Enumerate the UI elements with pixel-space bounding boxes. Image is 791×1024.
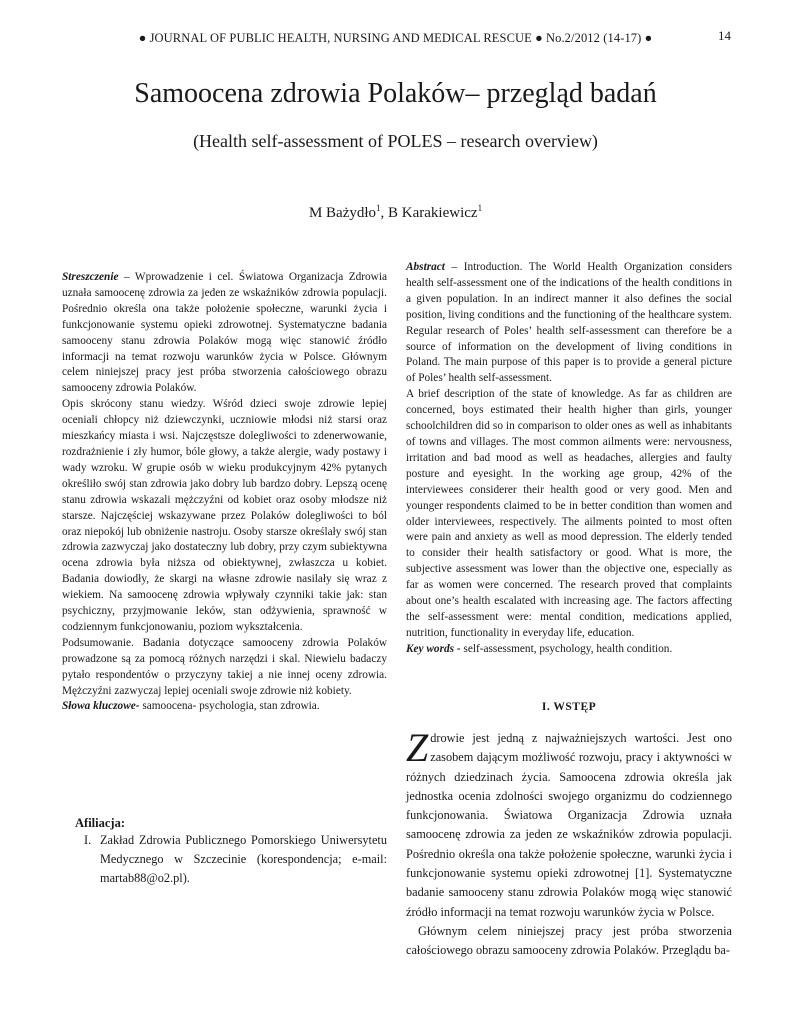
section-paragraph-2: Głównym celem niniejszej pracy jest próba stworzenia całościowego obrazu samooceny zdrowia Polaków. Przeglądu ba- bbox=[406, 923, 732, 958]
abstract-column bbox=[406, 260, 732, 658]
author-2-affiliation: 1 bbox=[477, 203, 483, 213]
drop-cap: Z bbox=[406, 725, 429, 770]
abstract-state: A brief description of the state of knowledge. As far as children are concerned, boys estimated their health higher than girls, younger schoolchildren did so in comparison to older ones as well as inhabitants of towns and villages. The most common ailments were: nervousness, irritation and bad mood as well as headaches, allergies and faulty posture and eyesight. In the working age group, 42% of the interviewees considerer their health good or very good. Men and younger respondents claimed to be in better condition than women and older interviewees, respectively. The ailments pointed to most often were pain and anxiety as well as mood depression. The elderly tended to consider their health satisfactory or good. What is more, the subjective assessment was lower than the objective one, especially as far as women were concerned. The research proved that complaints about one’s health escalated with increasing age. The factors affecting the self-assessment were: mental condition, medications applied, nutrition, functionality in everyday life, education. bbox=[406, 388, 732, 639]
abstract-text: – Introduction. The World Health Organization considers health self-assessment one of the indications of the health conditions in a given population. In an indirect manner it also defines the social position, living conditions and the functioning of the healthcare system. Regular research of Poles’ health self-assessment can therefore be a source of information on the development of living conditions in Poland. The main purpose of this paper is to provide a general picture of Poles’ health self-assessment. bbox=[406, 261, 732, 385]
streszczenie-summary: Podsumowanie. Badania dotyczące samooceny zdrowia Polaków prowadzone są za pomocą różnych narzędzi i skal. Niewielu badaczy pytało respondentów o przyczyny takiej a nie innej oceny zdrowia. Mężczyźni zazwyczaj lepiej oceniali swoje zdrowie niż kobiety. bbox=[62, 636, 387, 697]
abstract-intro bbox=[406, 260, 732, 387]
author-1: M Bażydło bbox=[308, 205, 377, 221]
affiliation-number: I. bbox=[84, 833, 92, 847]
affiliation-title: Afiliacja: bbox=[75, 816, 125, 830]
affiliation-text: Zakład Zdrowia Publicznego Pomorskiego Uniwersytetu Medycznego w Szczecinie (korespondencja; e-mail: martab88@o2.pl). bbox=[100, 833, 387, 885]
section-body bbox=[406, 725, 732, 961]
key-words bbox=[406, 642, 732, 658]
section-paragraph-1 bbox=[406, 725, 732, 922]
keywords-pl: samoocena- psychologia, stan zdrowia. bbox=[139, 700, 320, 713]
streszczenie-text: – Wprowadzenie i cel. Światowa Organizacja Zdrowia uznała samoocenę zdrowia za jeden ze wskaźników zdrowia populacji. Pośrednio określa ona także położenie społeczne, warunki życia i funkcjonowanie systemu opieki zdrowotnej. Systematyczne badania samooceny stanu zdrowia Polaków mogą więc stanowić źródło informacji na temat rozwoju warunków życia w Polsce. Głównym celem niniejszej pracy jest próba stworzenia całościowego obrazu samooceny zdrowia Polaków. bbox=[62, 271, 387, 395]
authors bbox=[0, 203, 791, 222]
streszczenie-intro bbox=[62, 270, 387, 397]
affiliation-item bbox=[84, 831, 387, 888]
streszczenie-column bbox=[62, 270, 387, 715]
page-number: 14 bbox=[718, 28, 731, 43]
journal-header: ● JOURNAL OF PUBLIC HEALTH, NURSING AND MEDICAL RESCUE ● No.2/2012 (14-17) ● bbox=[138, 31, 653, 45]
streszczenie-label: Streszczenie bbox=[62, 271, 119, 283]
abstract-label: Abstract bbox=[406, 261, 445, 273]
keywords-label-en: Key words - bbox=[406, 642, 461, 655]
section-paragraph-1-text: drowie jest jedną z najważniejszych wartości. Jest ono zasobem dającym możliwość rozwoju, pracy i aktywności w różnych dziedzinach życia. Samoocena zdrowia określa jak jednostka ocenia zdolności swojego organizmu do codziennego funkcjonowania. Światowa Organizacja Zdrowia uznała samoocenę zdrowia za jeden ze wskaźników zdrowia populacji. Pośrednio określa ona także położenie społeczne, warunki życia i funkcjonowanie systemu opieki zdrowotnej [1]. Systematyczne badanie samooceny stanu zdrowia Polaków mogą więc stanowić źródło informacji na temat rozwoju warunków życia w Polsce. bbox=[406, 731, 732, 919]
section-heading: I. WSTĘP bbox=[541, 701, 597, 713]
author-1-affiliation: 1 bbox=[376, 203, 381, 213]
author-separator: , B Karakiewicz bbox=[380, 205, 478, 221]
streszczenie-state: Opis skrócony stanu wiedzy. Wśród dzieci swoje zdrowie lepiej oceniali chłopcy niż dziewczynki, uczniowie młodsi niż starsi oraz mieszkańcy miasta i wsi. Najczęstsze dolegliwości to zdenerwowanie, rozdrażnienie i zły humor, bóle głowy, a także alergie, wady postawy i wady wzroku. W grupie osób w wieku produkcyjnym 42% pytanych określiło swój stan zdrowia jako dobry lub bardzo dobry. Lepszą ocenę stanu zdrowia wskazali mężczyźni od kobiet oraz osoby młodsze niż starsze. Najczęściej wskazywane przez Polaków dolegliwości to ból oraz niepokój lub obniżenie nastroju. Osoby starsze określały swój stan zdrowia zazwyczaj jako dostateczny lub dobry, przy czym subiektywna ocena zdrowia była niższa od obiektywnej, zwłaszcza u kobiet. Badania dowiodły, że skargi na własne zdrowie nasilały się wraz z wiekiem. Na samoocenę zdrowia wpływały czynniki takie jak: stan psychiczny, przyjmowanie leków, stan odżywienia, sprawność w codziennym funkcjonowaniu, poziom wykształcenia. bbox=[62, 398, 387, 633]
slowa-kluczowe bbox=[62, 699, 387, 715]
paper-subtitle: (Health self-assessment of POLES – research overview) bbox=[193, 131, 598, 151]
keywords-en: self-assessment, psychology, health condition. bbox=[460, 642, 673, 655]
paper-title: Samoocena zdrowia Polaków– przegląd badań bbox=[134, 78, 657, 109]
keywords-label-pl: Słowa kluczowe- bbox=[62, 700, 140, 713]
